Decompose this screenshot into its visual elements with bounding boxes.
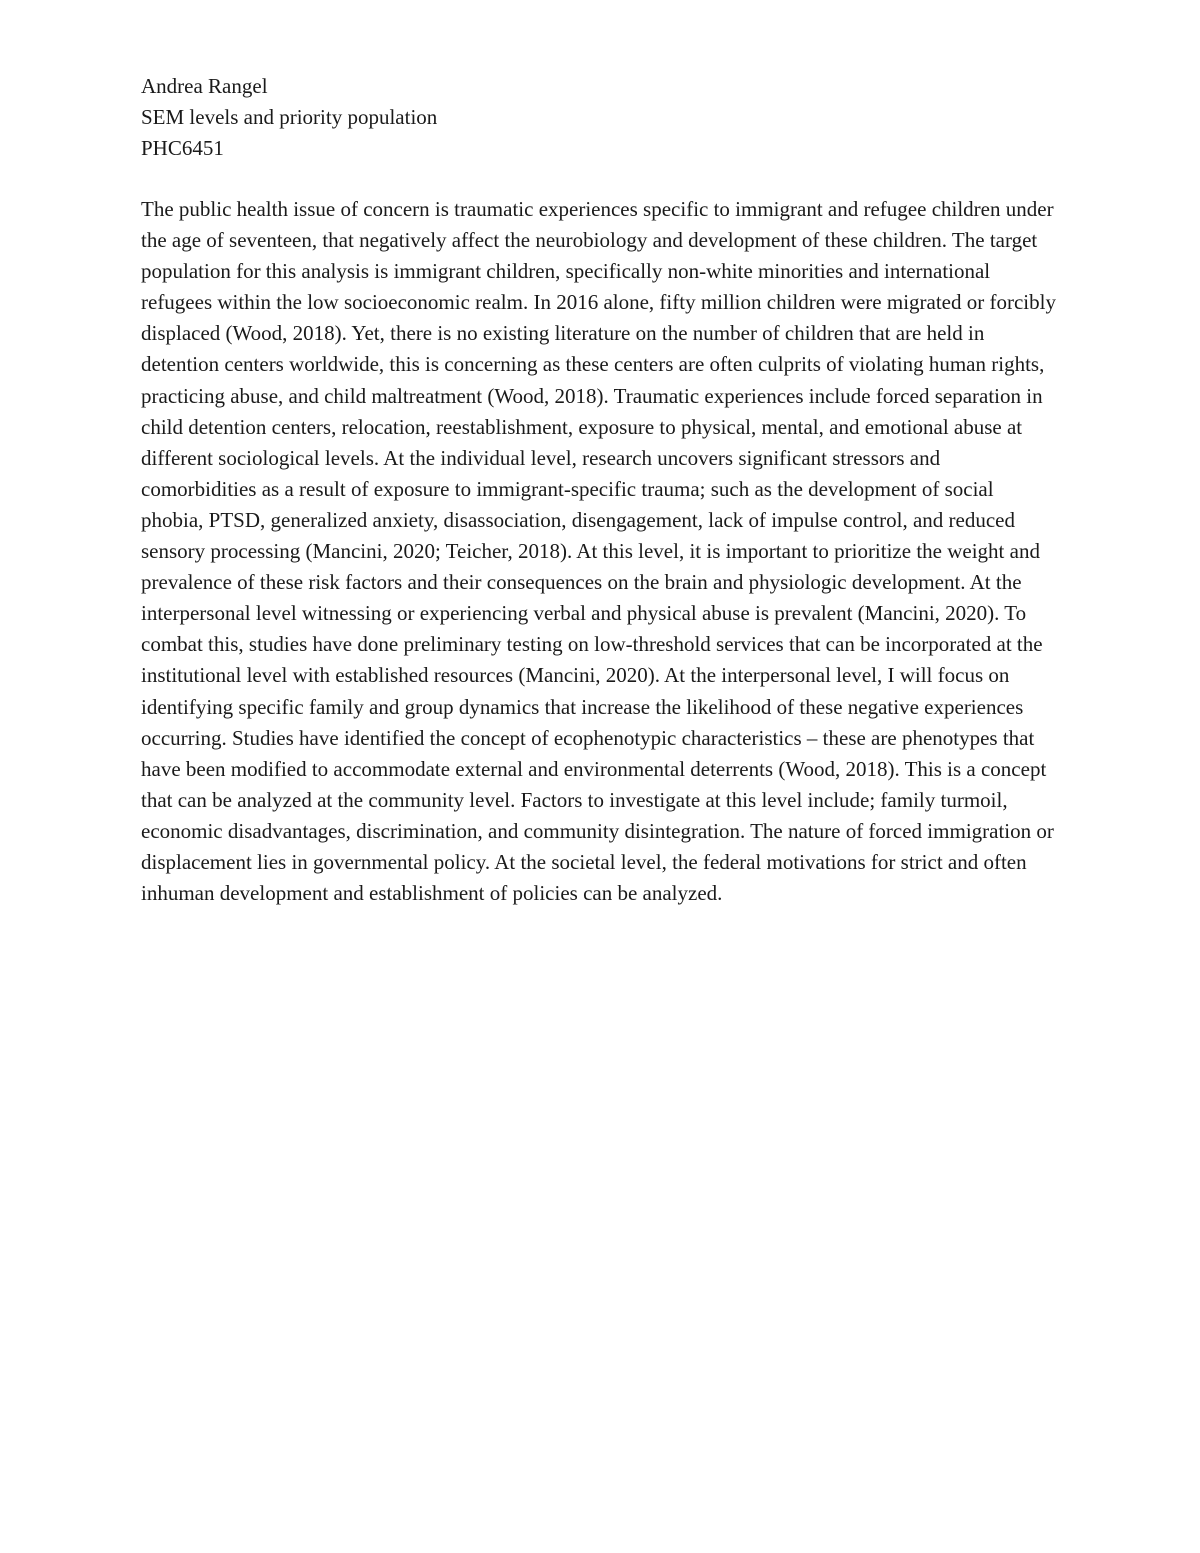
document-header — [141, 71, 437, 164]
author-name: Andrea Rangel — [141, 74, 268, 98]
document-title: SEM levels and priority population — [141, 105, 438, 129]
course-code: PHC6451 — [141, 136, 224, 160]
body-paragraph: The public health issue of concern is traumatic experiences specific to immigrant and refugee children under the age of seventeen, that negatively affect the neurobiology and development of these children. The target population for this analysis is immigrant children, specifically non-white minorities and international refugees within the low socioeconomic realm. In 2016 alone, fifty million children were migrated or forcibly displaced (Wood, 2018). Yet, there is no existing literature on the number of children that are held in detention centers worldwide, this is concerning as these centers are often culprits of violating human rights, practicing abuse, and child maltreatment (Wood, 2018). Traumatic experiences include forced separation in child detention centers, relocation, reestablishment, exposure to physical, mental, and emotional abuse at different sociological levels. At the individual level, research uncovers significant stressors and comorbidities as a result of exposure to immigrant-specific trauma; such as the development of social phobia, PTSD, generalized anxiety, disassociation, disengagement, lack of impulse control, and reduced sensory processing (Mancini, 2020; Teicher, 2018). At this level, it is important to prioritize the weight and prevalence of these risk factors and their consequences on the brain and physiologic development. At the interpersonal level witnessing or experiencing verbal and physical abuse is prevalent (Mancini, 2020). To combat this, studies have done preliminary testing on low-threshold services that can be incorporated at the institutional level with established resources (Mancini, 2020). At the interpersonal level, I will focus on identifying specific family and group dynamics that increase the likelihood of these negative experiences occurring. Studies have identified the concept of ecophenotypic characteristics – these are phenotypes that have been modified to accommodate external and environmental deterrents (Wood, 2018). This is a concept that can be analyzed at the community level. Factors to investigate at this level include; family turmoil, economic disadvantages, discrimination, and community disintegration. The nature of forced immigration or displacement lies in governmental policy. At the societal level, the federal motivations for strict and often inhuman development and establishment of policies can be analyzed. — [141, 197, 1056, 906]
